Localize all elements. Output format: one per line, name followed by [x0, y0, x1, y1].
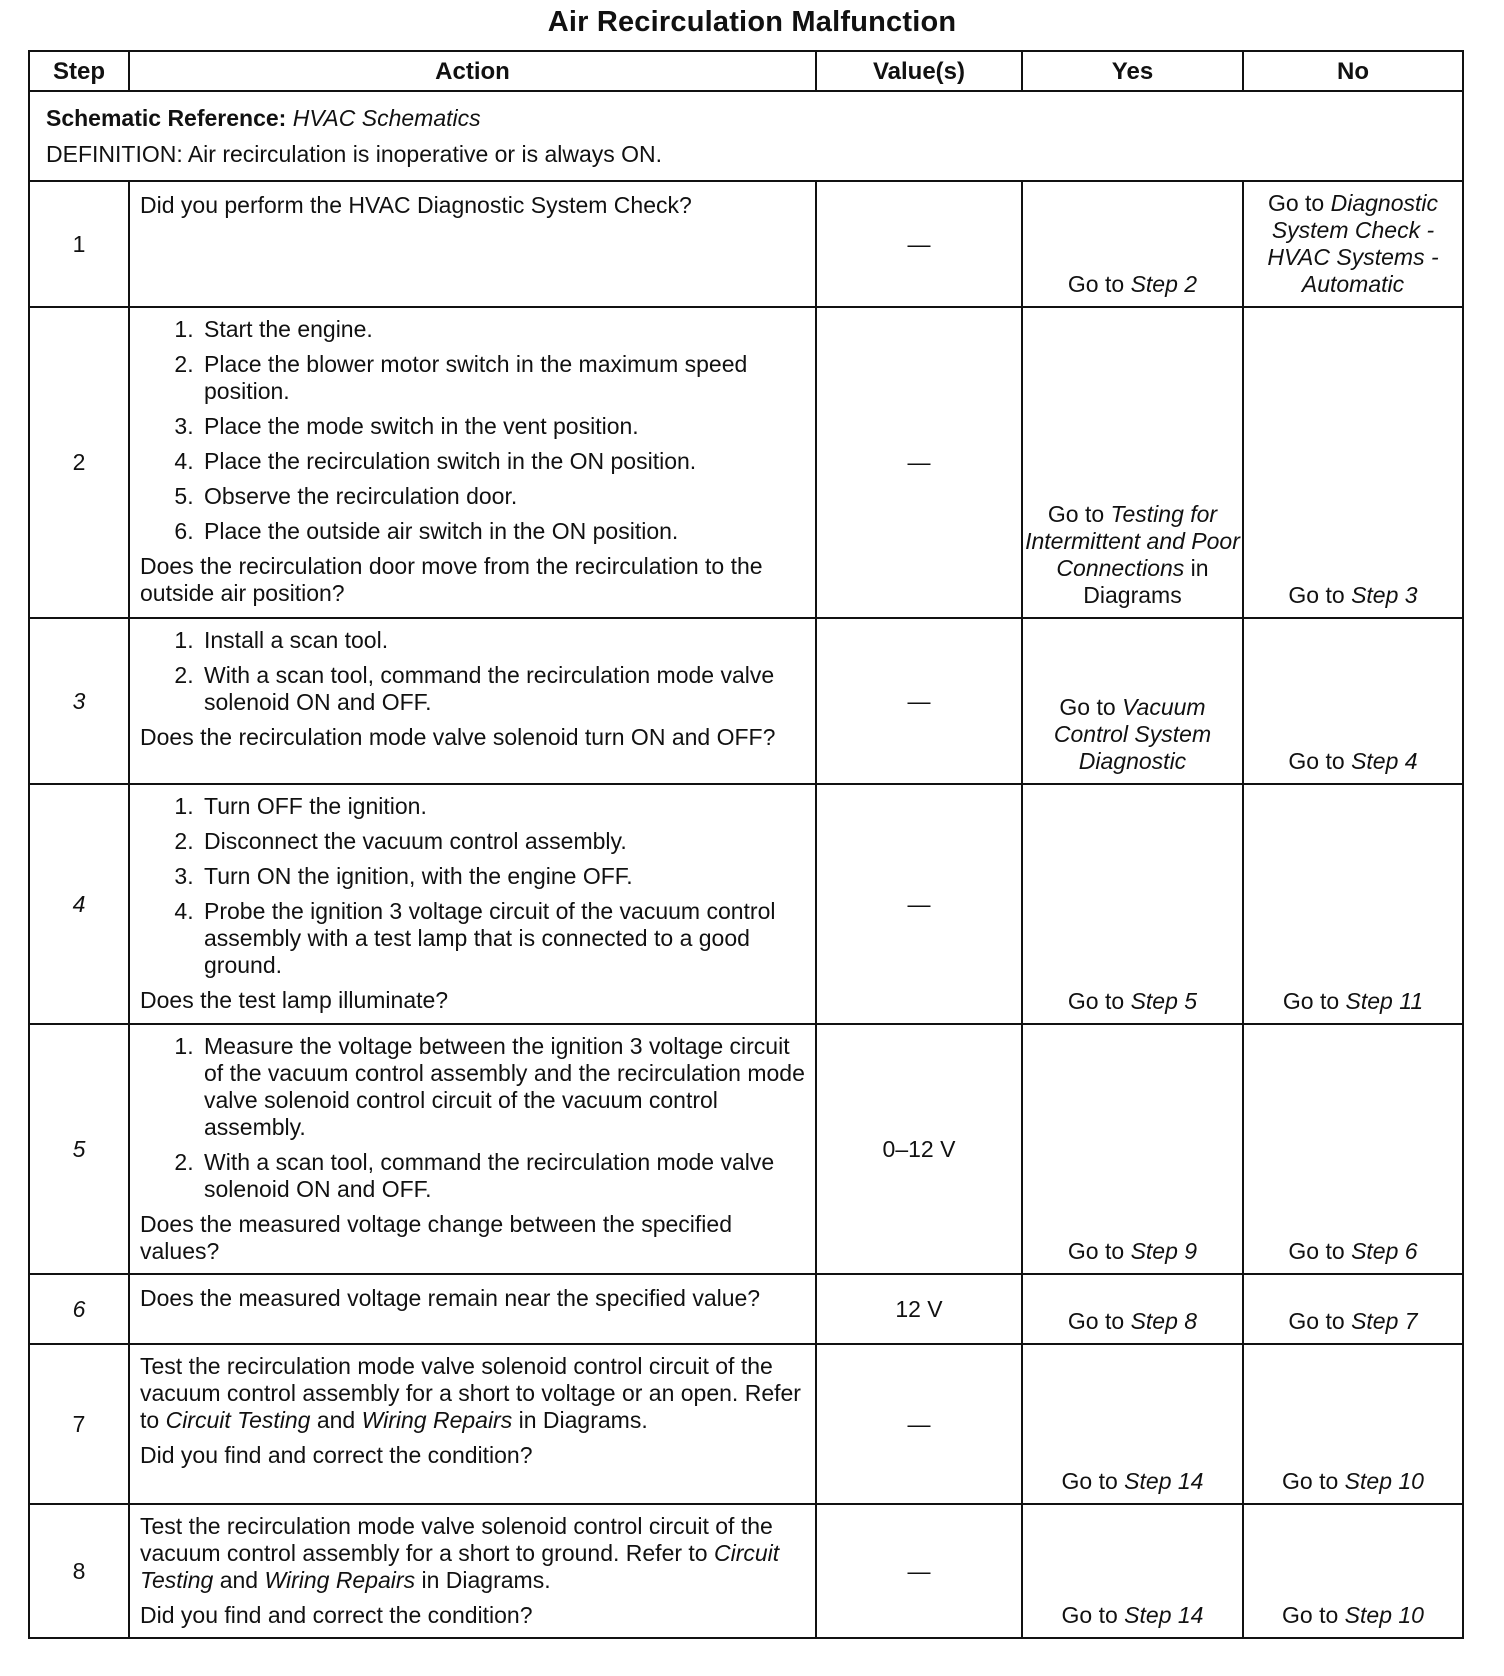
list-item: 2. With a scan tool, command the recirculation mode valve solenoid ON and OFF. — [200, 1149, 805, 1203]
value-cell: — — [816, 618, 1022, 784]
no-link[interactable]: Step 11 — [1345, 988, 1424, 1014]
yes-cell — [1022, 1024, 1243, 1274]
step-number: 8 — [29, 1504, 129, 1638]
action-list — [140, 316, 805, 545]
table-row — [29, 618, 1463, 784]
yes-suffix: in Diagrams — [1083, 555, 1209, 608]
no-link[interactable]: Step 3 — [1351, 582, 1418, 608]
value-cell: — — [816, 1504, 1022, 1638]
action-question: Does the test lamp illuminate? — [140, 987, 449, 1013]
list-item: 2. Place the blower motor switch in the maximum speed position. — [200, 351, 805, 405]
no-cell — [1243, 618, 1463, 784]
no-prefix: Go to — [1288, 582, 1345, 608]
yes-cell — [1022, 307, 1243, 618]
yes-link[interactable]: Step 9 — [1130, 1238, 1198, 1264]
action-cell — [129, 1344, 816, 1504]
action-question: Does the recirculation door move from the recirculation to the outside air position? — [140, 553, 763, 606]
yes-link[interactable]: Vacuum Control System Diagnostic — [1053, 694, 1212, 774]
action-cell — [129, 1024, 816, 1274]
paragraph-end: in Diagrams. — [421, 1567, 551, 1593]
wiring-repairs-link[interactable]: Wiring Repairs — [264, 1567, 416, 1593]
step-number: 7 — [29, 1344, 129, 1504]
step-number: 4 — [29, 784, 129, 1024]
yes-link[interactable]: Step 2 — [1130, 271, 1198, 297]
action-paragraph — [140, 1513, 805, 1594]
schematic-label: Schematic Reference: — [46, 105, 287, 131]
and-text: and — [316, 1407, 356, 1433]
list-item: 1. Measure the voltage between the ignition 3 voltage circuit of the vacuum control assembly and the recirculation mode valve solenoid control circuit of the vacuum control assembly. — [200, 1033, 805, 1141]
action-question: Did you perform the HVAC Diagnostic System Check? — [140, 192, 692, 218]
action-cell — [129, 784, 816, 1024]
table-row — [29, 1024, 1463, 1274]
no-link[interactable]: Step 10 — [1344, 1602, 1424, 1628]
action-list — [140, 793, 805, 979]
action-question: Does the recirculation mode valve solenoid turn ON and OFF? — [140, 724, 776, 750]
no-prefix: Go to — [1267, 190, 1325, 216]
yes-link[interactable]: Step 8 — [1130, 1308, 1198, 1334]
no-prefix: Go to — [1288, 748, 1345, 774]
list-item: 2. Disconnect the vacuum control assembly. — [200, 828, 805, 855]
no-prefix: Go to — [1282, 1602, 1339, 1628]
no-link[interactable]: Step 7 — [1351, 1308, 1418, 1334]
list-item: 1. Install a scan tool. — [200, 627, 805, 654]
action-cell — [129, 618, 816, 784]
no-prefix: Go to — [1282, 1468, 1339, 1494]
value-cell: — — [816, 784, 1022, 1024]
yes-link[interactable]: Step 14 — [1124, 1602, 1204, 1628]
list-item: 5. Observe the recirculation door. — [200, 483, 805, 510]
step-number: 6 — [29, 1274, 129, 1344]
action-question: Did you find and correct the condition? — [140, 1602, 533, 1628]
header-row — [29, 51, 1463, 91]
value-cell: 0–12 V — [816, 1024, 1022, 1274]
yes-prefix: Go to — [1059, 694, 1116, 720]
list-item: 1. Start the engine. — [200, 316, 805, 343]
circuit-testing-link[interactable]: Circuit Testing — [165, 1407, 311, 1433]
action-cell — [129, 1504, 816, 1638]
yes-cell — [1022, 1274, 1243, 1344]
circuit-testing-link[interactable]: Circuit Testing — [140, 1540, 780, 1593]
table-row — [29, 1274, 1463, 1344]
no-link[interactable]: Diagnostic System Check - HVAC Systems - Automatic — [1267, 190, 1439, 297]
definition-text: DEFINITION: Air recirculation is inoperative or is always ON. — [46, 141, 663, 167]
page-title: Air Recirculation Malfunction — [547, 6, 957, 38]
table-row — [29, 181, 1463, 307]
list-item: 6. Place the outside air switch in the ON position. — [200, 518, 805, 545]
table-row — [29, 1344, 1463, 1504]
step-number: 1 — [29, 181, 129, 307]
no-cell — [1243, 1504, 1463, 1638]
yes-prefix: Go to — [1067, 988, 1125, 1014]
value-cell: — — [816, 1344, 1022, 1504]
list-item: 4. Probe the ignition 3 voltage circuit of the vacuum control assembly with a test lamp that is connected to a good ground. — [200, 898, 805, 979]
schematic-link[interactable]: HVAC Schematics — [292, 105, 481, 131]
no-prefix: Go to — [1288, 1238, 1345, 1264]
table-row — [29, 307, 1463, 618]
yes-prefix: Go to — [1067, 1308, 1125, 1334]
yes-prefix: Go to — [1061, 1602, 1118, 1628]
no-cell — [1243, 181, 1463, 307]
no-prefix: Go to — [1288, 1308, 1345, 1334]
schematic-cell — [29, 91, 1463, 181]
no-link[interactable]: Step 10 — [1344, 1468, 1424, 1494]
yes-prefix: Go to — [1061, 1468, 1118, 1494]
no-cell — [1243, 1024, 1463, 1274]
yes-cell — [1022, 784, 1243, 1024]
yes-prefix: Go to — [1067, 1238, 1125, 1264]
header-action: Action — [129, 51, 816, 91]
action-paragraph — [140, 1353, 805, 1434]
list-item: 3. Turn ON the ignition, with the engine OFF. — [200, 863, 805, 890]
yes-cell — [1022, 1344, 1243, 1504]
value-cell: — — [816, 181, 1022, 307]
no-cell — [1243, 1344, 1463, 1504]
table-row — [29, 784, 1463, 1024]
yes-cell — [1022, 618, 1243, 784]
diagnostic-table — [28, 50, 1464, 1639]
action-question: Did you find and correct the condition? — [140, 1442, 533, 1468]
action-question: Does the measured voltage change between the specified values? — [140, 1211, 733, 1264]
no-cell — [1243, 1274, 1463, 1344]
paragraph-text: Test the recirculation mode valve solenoid control circuit of the vacuum control assembly for a short to voltage or an open. Refer to — [140, 1353, 801, 1433]
yes-cell — [1022, 1504, 1243, 1638]
paragraph-text: Test the recirculation mode valve solenoid control circuit of the vacuum control assembly for a short to ground. Refer to — [140, 1513, 773, 1566]
value-cell: — — [816, 307, 1022, 618]
action-cell — [129, 181, 816, 307]
header-values: Value(s) — [816, 51, 1022, 91]
yes-cell — [1022, 181, 1243, 307]
yes-prefix: Go to — [1067, 271, 1125, 297]
no-prefix: Go to — [1282, 988, 1340, 1014]
yes-link[interactable]: Step 14 — [1124, 1468, 1204, 1494]
step-number: 3 — [29, 618, 129, 784]
yes-link[interactable]: Step 5 — [1130, 988, 1198, 1014]
header-no: No — [1243, 51, 1463, 91]
table-row — [29, 1504, 1463, 1638]
step-number: 2 — [29, 307, 129, 618]
list-item: 2. With a scan tool, command the recirculation mode valve solenoid ON and OFF. — [200, 662, 805, 716]
action-cell — [129, 307, 816, 618]
step-number: 5 — [29, 1024, 129, 1274]
list-item: 4. Place the recirculation switch in the ON position. — [200, 448, 805, 475]
wiring-repairs-link[interactable]: Wiring Repairs — [361, 1407, 513, 1433]
no-cell — [1243, 784, 1463, 1024]
list-item: 3. Place the mode switch in the vent position. — [200, 413, 805, 440]
and-text: and — [219, 1567, 259, 1593]
yes-prefix: Go to — [1047, 501, 1105, 527]
action-question: Does the measured voltage remain near the specified value? — [140, 1285, 761, 1311]
header-step: Step — [29, 51, 129, 91]
header-yes: Yes — [1022, 51, 1243, 91]
yes-link[interactable]: Testing for Intermittent and Poor Connections — [1025, 501, 1240, 581]
value-cell: 12 V — [816, 1274, 1022, 1344]
no-link[interactable]: Step 6 — [1351, 1238, 1418, 1264]
no-cell — [1243, 307, 1463, 618]
action-list — [140, 1033, 805, 1203]
action-list — [140, 627, 805, 716]
action-cell — [129, 1274, 816, 1344]
no-link[interactable]: Step 4 — [1351, 748, 1418, 774]
paragraph-end: in Diagrams. — [518, 1407, 648, 1433]
list-item: 1. Turn OFF the ignition. — [200, 793, 805, 820]
schematic-row — [29, 91, 1463, 181]
